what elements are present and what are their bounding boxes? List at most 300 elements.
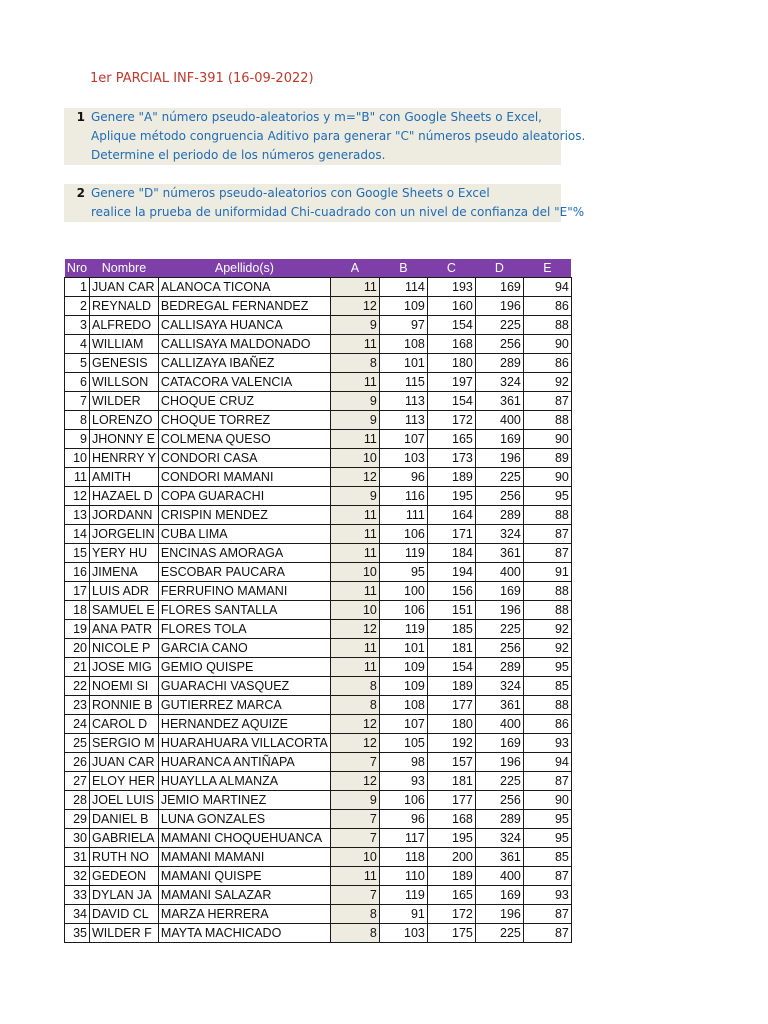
cell-c: 165: [427, 430, 475, 449]
cell-b: 115: [379, 373, 427, 392]
cell-nombre: RONNIE B: [90, 696, 159, 715]
cell-d: 169: [475, 582, 523, 601]
cell-apellidos: CHOQUE TORREZ: [158, 411, 330, 430]
cell-e: 88: [523, 411, 571, 430]
cell-nro: 12: [65, 487, 90, 506]
cell-e: 92: [523, 639, 571, 658]
cell-c: 177: [427, 791, 475, 810]
cell-apellidos: ESCOBAR PAUCARA: [158, 563, 330, 582]
table-row: [65, 810, 572, 829]
cell-nombre: JUAN CAR: [90, 278, 159, 297]
cell-b: 100: [379, 582, 427, 601]
cell-nombre: JIMENA: [90, 563, 159, 582]
cell-d: 400: [475, 411, 523, 430]
cell-c: 192: [427, 734, 475, 753]
cell-nombre: JHONNY E: [90, 430, 159, 449]
col-header-b: B: [379, 259, 427, 278]
cell-b: 96: [379, 810, 427, 829]
cell-e: 87: [523, 772, 571, 791]
cell-d: 324: [475, 525, 523, 544]
cell-c: 197: [427, 373, 475, 392]
table-header-row: [65, 259, 572, 278]
cell-nro: 4: [65, 335, 90, 354]
cell-c: 156: [427, 582, 475, 601]
table-row: [65, 658, 572, 677]
cell-a: 12: [330, 620, 379, 639]
table-row: [65, 563, 572, 582]
cell-nombre: NOEMI SI: [90, 677, 159, 696]
cell-nro: 11: [65, 468, 90, 487]
table-row: [65, 297, 572, 316]
col-header-nro: Nro: [65, 259, 90, 278]
cell-e: 86: [523, 354, 571, 373]
cell-b: 103: [379, 449, 427, 468]
cell-c: 189: [427, 677, 475, 696]
cell-b: 119: [379, 620, 427, 639]
cell-nombre: JORDANN: [90, 506, 159, 525]
cell-d: 225: [475, 772, 523, 791]
cell-apellidos: HUAYLLA ALMANZA: [158, 772, 330, 791]
cell-c: 177: [427, 696, 475, 715]
cell-b: 111: [379, 506, 427, 525]
cell-d: 361: [475, 392, 523, 411]
cell-d: 169: [475, 430, 523, 449]
col-header-e: E: [523, 259, 571, 278]
cell-nombre: DYLAN JA: [90, 886, 159, 905]
table-row: [65, 734, 572, 753]
cell-d: 289: [475, 810, 523, 829]
cell-apellidos: CALLISAYA MALDONADO: [158, 335, 330, 354]
table-row: [65, 791, 572, 810]
cell-e: 89: [523, 449, 571, 468]
cell-b: 107: [379, 715, 427, 734]
cell-e: 90: [523, 335, 571, 354]
cell-e: 87: [523, 544, 571, 563]
table-row: [65, 677, 572, 696]
col-header-apellidos: Apellido(s): [158, 259, 330, 278]
cell-d: 256: [475, 639, 523, 658]
cell-a: 10: [330, 563, 379, 582]
cell-apellidos: CONDORI MAMANI: [158, 468, 330, 487]
cell-b: 105: [379, 734, 427, 753]
cell-c: 172: [427, 905, 475, 924]
cell-nombre: LORENZO: [90, 411, 159, 430]
cell-b: 101: [379, 354, 427, 373]
cell-nombre: DAVID CL: [90, 905, 159, 924]
cell-apellidos: MAMANI CHOQUEHUANCA: [158, 829, 330, 848]
question-1-line: Determine el periodo de los números generados.: [91, 148, 386, 162]
table-row: [65, 525, 572, 544]
cell-apellidos: BEDREGAL FERNANDEZ: [158, 297, 330, 316]
cell-nombre: YERY HU: [90, 544, 159, 563]
cell-apellidos: MARZA HERRERA: [158, 905, 330, 924]
cell-c: 154: [427, 658, 475, 677]
cell-b: 98: [379, 753, 427, 772]
cell-apellidos: CONDORI CASA: [158, 449, 330, 468]
cell-a: 8: [330, 924, 379, 943]
cell-nro: 35: [65, 924, 90, 943]
cell-e: 87: [523, 905, 571, 924]
cell-b: 97: [379, 316, 427, 335]
cell-c: 189: [427, 468, 475, 487]
cell-nombre: JOSE MIG: [90, 658, 159, 677]
cell-e: 88: [523, 316, 571, 335]
cell-nro: 8: [65, 411, 90, 430]
cell-e: 93: [523, 734, 571, 753]
cell-b: 118: [379, 848, 427, 867]
cell-nro: 9: [65, 430, 90, 449]
cell-a: 11: [330, 373, 379, 392]
cell-b: 119: [379, 886, 427, 905]
cell-nro: 23: [65, 696, 90, 715]
question-2: [64, 184, 585, 222]
cell-c: 171: [427, 525, 475, 544]
cell-e: 95: [523, 658, 571, 677]
cell-b: 91: [379, 905, 427, 924]
table-row: [65, 506, 572, 525]
cell-nro: 22: [65, 677, 90, 696]
cell-nro: 28: [65, 791, 90, 810]
cell-b: 109: [379, 658, 427, 677]
cell-nro: 3: [65, 316, 90, 335]
cell-apellidos: HUARANCA ANTIÑAPA: [158, 753, 330, 772]
question-2-line: Genere "D" números pseudo-aleatorios con Google Sheets o Excel: [91, 186, 490, 200]
table-row: [65, 411, 572, 430]
cell-b: 116: [379, 487, 427, 506]
cell-e: 85: [523, 848, 571, 867]
page-title: 1er PARCIAL INF-391 (16-09-2022): [90, 71, 314, 86]
cell-c: 189: [427, 867, 475, 886]
table-row: [65, 905, 572, 924]
cell-nro: 14: [65, 525, 90, 544]
cell-d: 289: [475, 658, 523, 677]
cell-apellidos: COPA GUARACHI: [158, 487, 330, 506]
cell-nombre: REYNALD: [90, 297, 159, 316]
cell-nombre: AMITH: [90, 468, 159, 487]
cell-apellidos: CRISPIN MENDEZ: [158, 506, 330, 525]
table-row: [65, 601, 572, 620]
cell-nro: 6: [65, 373, 90, 392]
cell-e: 87: [523, 392, 571, 411]
col-header-nombre: Nombre: [90, 259, 159, 278]
cell-apellidos: GUTIERREZ MARCA: [158, 696, 330, 715]
cell-nro: 5: [65, 354, 90, 373]
cell-c: 194: [427, 563, 475, 582]
question-1-line: Aplique método congruencia Aditivo para generar "C" números pseudo aleatorios.: [91, 129, 586, 143]
table-row: [65, 886, 572, 905]
table-row: [65, 392, 572, 411]
table-row: [65, 829, 572, 848]
cell-nombre: RUTH NO: [90, 848, 159, 867]
cell-e: 86: [523, 715, 571, 734]
cell-a: 8: [330, 696, 379, 715]
cell-a: 11: [330, 506, 379, 525]
cell-nro: 34: [65, 905, 90, 924]
cell-c: 200: [427, 848, 475, 867]
cell-c: 181: [427, 772, 475, 791]
cell-d: 196: [475, 297, 523, 316]
cell-nombre: NICOLE P: [90, 639, 159, 658]
col-header-d: D: [475, 259, 523, 278]
cell-nombre: CAROL D: [90, 715, 159, 734]
cell-a: 12: [330, 734, 379, 753]
cell-e: 92: [523, 620, 571, 639]
table-row: [65, 487, 572, 506]
cell-d: 324: [475, 677, 523, 696]
question-2-line: realice la prueba de uniformidad Chi-cuadrado con un nivel de confianza del "E"%: [91, 205, 585, 219]
cell-a: 7: [330, 810, 379, 829]
cell-e: 92: [523, 373, 571, 392]
cell-a: 11: [330, 582, 379, 601]
cell-d: 400: [475, 715, 523, 734]
question-1-number: 1: [76, 110, 85, 124]
cell-apellidos: ENCINAS AMORAGA: [158, 544, 330, 563]
table-row: [65, 582, 572, 601]
table-row: [65, 867, 572, 886]
cell-b: 113: [379, 392, 427, 411]
cell-b: 101: [379, 639, 427, 658]
cell-e: 93: [523, 886, 571, 905]
cell-d: 400: [475, 867, 523, 886]
cell-a: 12: [330, 297, 379, 316]
table-row: [65, 924, 572, 943]
table-row: [65, 354, 572, 373]
cell-apellidos: HUARAHUARA VILLACORTA: [158, 734, 330, 753]
cell-nro: 1: [65, 278, 90, 297]
cell-e: 90: [523, 468, 571, 487]
cell-d: 169: [475, 734, 523, 753]
cell-nombre: JORGELIN: [90, 525, 159, 544]
cell-nro: 32: [65, 867, 90, 886]
cell-apellidos: MAMANI QUISPE: [158, 867, 330, 886]
cell-a: 11: [330, 525, 379, 544]
cell-d: 225: [475, 620, 523, 639]
cell-d: 225: [475, 924, 523, 943]
cell-d: 361: [475, 848, 523, 867]
question-2-number: 2: [76, 186, 85, 200]
table-row: [65, 544, 572, 563]
cell-a: 12: [330, 715, 379, 734]
cell-b: 96: [379, 468, 427, 487]
cell-a: 11: [330, 544, 379, 563]
cell-nro: 13: [65, 506, 90, 525]
cell-c: 154: [427, 392, 475, 411]
cell-nombre: GABRIELA: [90, 829, 159, 848]
cell-apellidos: CATACORA VALENCIA: [158, 373, 330, 392]
cell-a: 8: [330, 677, 379, 696]
cell-nro: 29: [65, 810, 90, 829]
table-row: [65, 696, 572, 715]
cell-e: 87: [523, 525, 571, 544]
cell-nro: 27: [65, 772, 90, 791]
cell-nombre: SAMUEL E: [90, 601, 159, 620]
cell-b: 106: [379, 601, 427, 620]
cell-b: 113: [379, 411, 427, 430]
table-row: [65, 278, 572, 297]
cell-b: 110: [379, 867, 427, 886]
cell-b: 95: [379, 563, 427, 582]
cell-e: 85: [523, 677, 571, 696]
cell-c: 157: [427, 753, 475, 772]
cell-apellidos: CUBA LIMA: [158, 525, 330, 544]
cell-nro: 31: [65, 848, 90, 867]
cell-e: 88: [523, 506, 571, 525]
cell-apellidos: JEMIO MARTINEZ: [158, 791, 330, 810]
cell-nombre: GENESIS: [90, 354, 159, 373]
cell-nro: 18: [65, 601, 90, 620]
cell-e: 87: [523, 867, 571, 886]
col-header-c: C: [427, 259, 475, 278]
cell-nombre: JUAN CAR: [90, 753, 159, 772]
cell-e: 95: [523, 487, 571, 506]
cell-d: 361: [475, 696, 523, 715]
cell-nro: 15: [65, 544, 90, 563]
cell-b: 117: [379, 829, 427, 848]
cell-c: 180: [427, 715, 475, 734]
cell-d: 289: [475, 506, 523, 525]
table-row: [65, 639, 572, 658]
cell-nro: 7: [65, 392, 90, 411]
cell-c: 151: [427, 601, 475, 620]
cell-c: 193: [427, 278, 475, 297]
cell-a: 11: [330, 867, 379, 886]
cell-d: 196: [475, 905, 523, 924]
student-table: [64, 259, 572, 943]
cell-c: 172: [427, 411, 475, 430]
cell-apellidos: LUNA GONZALES: [158, 810, 330, 829]
cell-a: 7: [330, 829, 379, 848]
cell-apellidos: MAMANI SALAZAR: [158, 886, 330, 905]
cell-d: 400: [475, 563, 523, 582]
cell-b: 114: [379, 278, 427, 297]
question-1: [64, 108, 586, 165]
cell-e: 90: [523, 791, 571, 810]
cell-nombre: HAZAEL D: [90, 487, 159, 506]
cell-apellidos: GUARACHI VASQUEZ: [158, 677, 330, 696]
cell-d: 225: [475, 468, 523, 487]
cell-apellidos: CALLISAYA HUANCA: [158, 316, 330, 335]
cell-c: 164: [427, 506, 475, 525]
cell-a: 8: [330, 354, 379, 373]
cell-a: 11: [330, 430, 379, 449]
cell-apellidos: FLORES SANTALLA: [158, 601, 330, 620]
cell-a: 11: [330, 639, 379, 658]
cell-a: 9: [330, 791, 379, 810]
table-row: [65, 430, 572, 449]
cell-d: 256: [475, 335, 523, 354]
table-row: [65, 772, 572, 791]
cell-a: 9: [330, 316, 379, 335]
cell-b: 103: [379, 924, 427, 943]
cell-nombre: WILDER: [90, 392, 159, 411]
cell-c: 175: [427, 924, 475, 943]
cell-a: 10: [330, 848, 379, 867]
cell-e: 95: [523, 810, 571, 829]
cell-a: 10: [330, 449, 379, 468]
cell-apellidos: ALANOCA TICONA: [158, 278, 330, 297]
cell-nombre: WILLSON: [90, 373, 159, 392]
cell-nro: 24: [65, 715, 90, 734]
cell-apellidos: GARCIA CANO: [158, 639, 330, 658]
cell-d: 324: [475, 829, 523, 848]
cell-c: 184: [427, 544, 475, 563]
cell-e: 95: [523, 829, 571, 848]
cell-c: 173: [427, 449, 475, 468]
table-row: [65, 715, 572, 734]
cell-apellidos: FERRUFINO MAMANI: [158, 582, 330, 601]
cell-a: 9: [330, 392, 379, 411]
col-header-a: A: [330, 259, 379, 278]
table-row: [65, 449, 572, 468]
cell-d: 169: [475, 886, 523, 905]
cell-a: 12: [330, 468, 379, 487]
cell-apellidos: FLORES TOLA: [158, 620, 330, 639]
cell-apellidos: MAMANI MAMANI: [158, 848, 330, 867]
cell-a: 12: [330, 772, 379, 791]
table-row: [65, 468, 572, 487]
cell-a: 7: [330, 886, 379, 905]
cell-c: 168: [427, 335, 475, 354]
cell-d: 324: [475, 373, 523, 392]
cell-d: 225: [475, 316, 523, 335]
cell-c: 165: [427, 886, 475, 905]
cell-nro: 17: [65, 582, 90, 601]
cell-c: 160: [427, 297, 475, 316]
cell-apellidos: COLMENA QUESO: [158, 430, 330, 449]
cell-e: 90: [523, 430, 571, 449]
cell-nro: 25: [65, 734, 90, 753]
cell-c: 185: [427, 620, 475, 639]
table-row: [65, 620, 572, 639]
table-row: [65, 848, 572, 867]
cell-c: 181: [427, 639, 475, 658]
cell-d: 256: [475, 791, 523, 810]
cell-b: 93: [379, 772, 427, 791]
cell-c: 195: [427, 487, 475, 506]
table-row: [65, 373, 572, 392]
cell-nro: 20: [65, 639, 90, 658]
cell-d: 196: [475, 449, 523, 468]
cell-nombre: WILDER F: [90, 924, 159, 943]
cell-a: 7: [330, 753, 379, 772]
cell-nombre: ANA PATR: [90, 620, 159, 639]
cell-d: 169: [475, 278, 523, 297]
question-1-line: Genere "A" número pseudo-aleatorios y m="B" con Google Sheets o Excel,: [91, 110, 542, 124]
cell-e: 91: [523, 563, 571, 582]
table-row: [65, 753, 572, 772]
cell-apellidos: CHOQUE CRUZ: [158, 392, 330, 411]
cell-nro: 16: [65, 563, 90, 582]
cell-c: 195: [427, 829, 475, 848]
cell-a: 11: [330, 278, 379, 297]
cell-nro: 30: [65, 829, 90, 848]
cell-d: 196: [475, 753, 523, 772]
cell-c: 180: [427, 354, 475, 373]
cell-a: 9: [330, 411, 379, 430]
cell-apellidos: CALLIZAYA IBAÑEZ: [158, 354, 330, 373]
cell-e: 94: [523, 753, 571, 772]
cell-nro: 21: [65, 658, 90, 677]
cell-nombre: GEDEON: [90, 867, 159, 886]
cell-nro: 33: [65, 886, 90, 905]
cell-b: 106: [379, 791, 427, 810]
cell-nombre: DANIEL B: [90, 810, 159, 829]
cell-nro: 26: [65, 753, 90, 772]
cell-nombre: WILLIAM: [90, 335, 159, 354]
cell-a: 10: [330, 601, 379, 620]
cell-d: 361: [475, 544, 523, 563]
cell-e: 86: [523, 297, 571, 316]
